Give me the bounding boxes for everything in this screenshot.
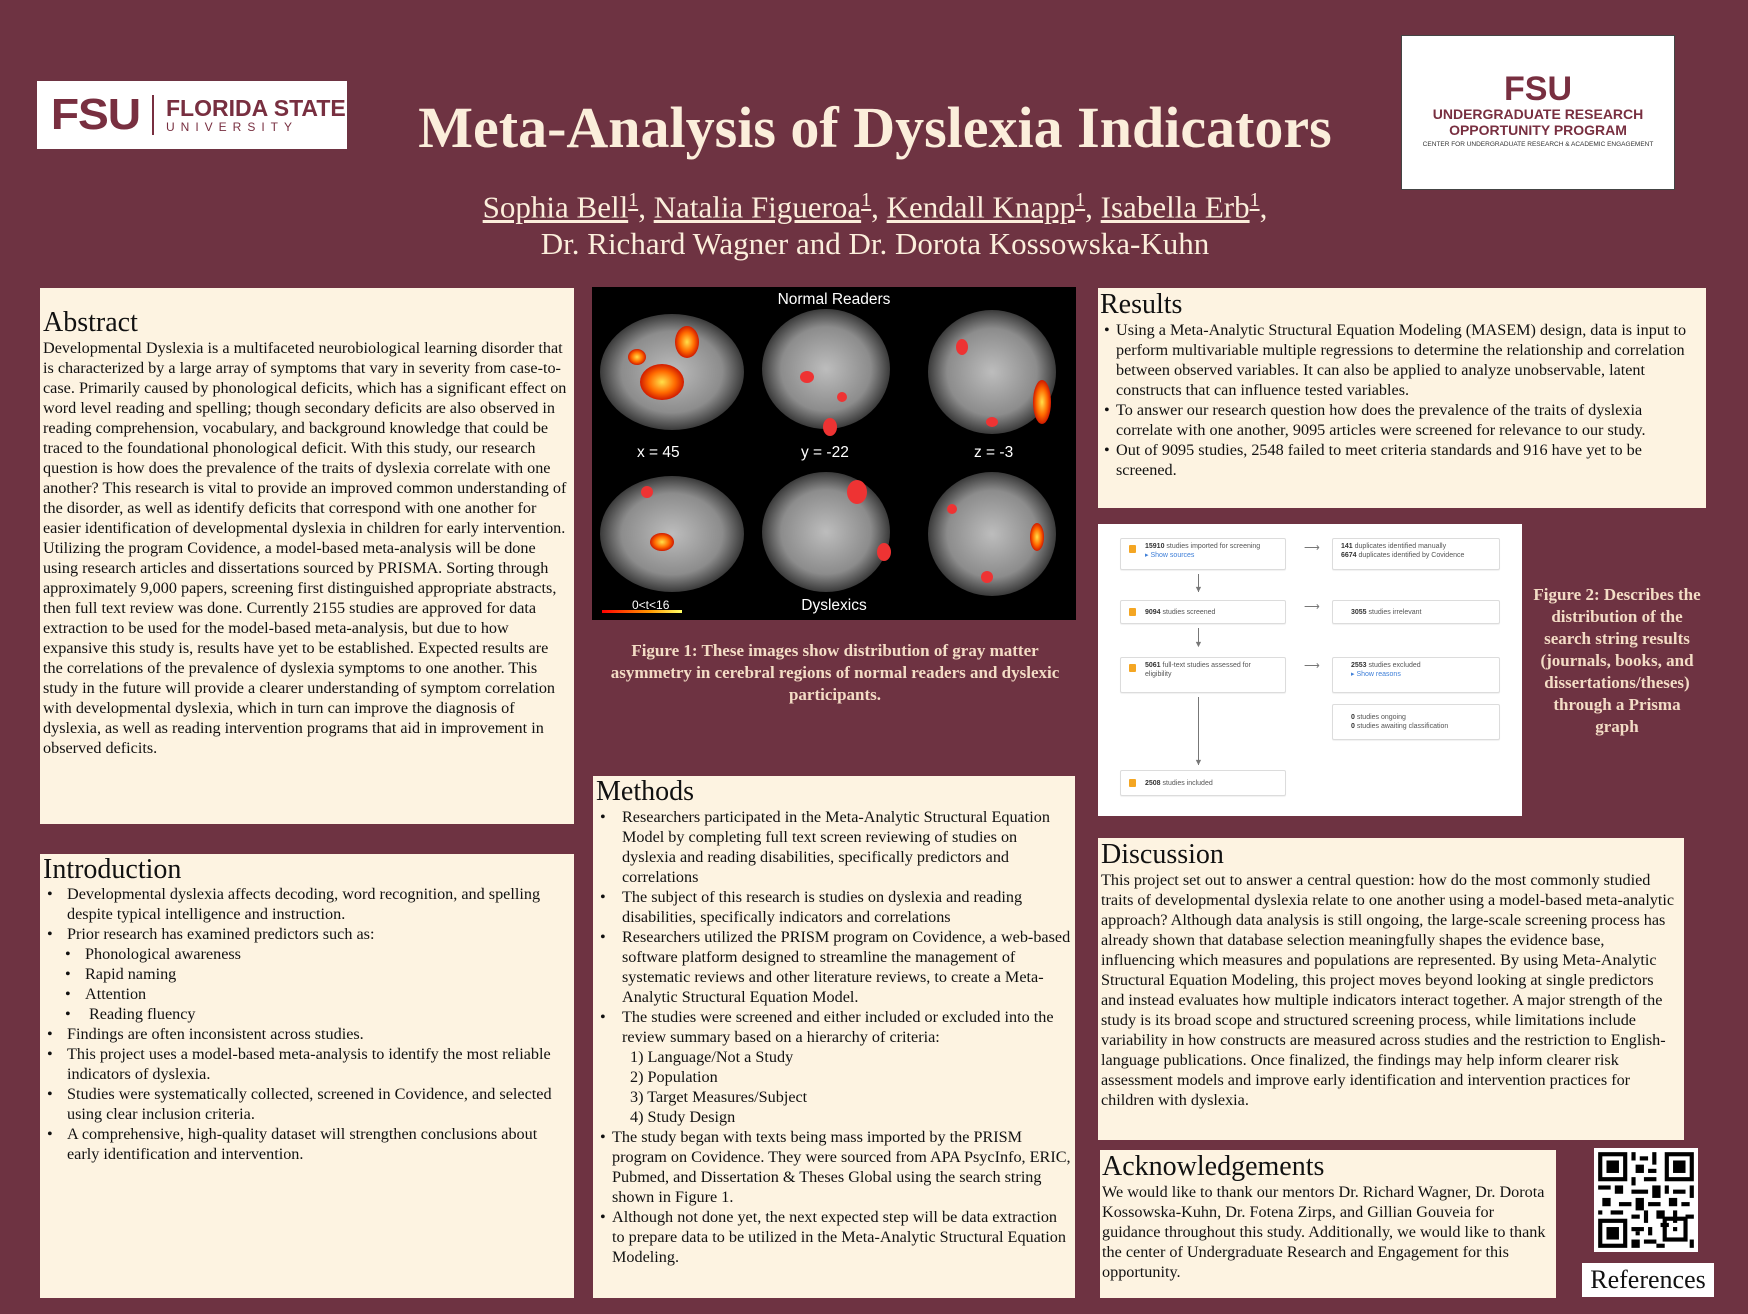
list-item: • Attention [43,984,570,1004]
introduction-list [43,884,570,1164]
document-icon [1129,545,1136,553]
urop-logo-line3: CENTER FOR UNDERGRADUATE RESEARCH & ACADEMIC ENGAGEMENT [1422,141,1654,148]
list-item: • The study began with texts being mass imported by the PRISM program on Covidence. They were sourced from APA PsycInfo, ERIC, Pubmed, and Dissertation & Theses Global using the search string shown in Figure 1. [596,1127,1071,1207]
author-name: Natalia Figueroa [653,189,862,225]
arrow-down-icon: ▼ [1194,639,1203,649]
authors-line-2: Dr. Richard Wagner and Dr. Dorota Kossowska-Kuhn [540,226,1210,261]
urop-logo [1401,35,1675,190]
fsu-logo-mark: FSU [50,90,141,139]
prisma-excluded-text: studies excluded [1368,662,1421,669]
arrow-down-icon: ▼ [1194,757,1203,767]
list-item: • Prior research has examined predictors such as: [43,924,570,944]
prisma-ongoing-count: 0 [1351,714,1355,721]
list-item: • This project uses a model-based meta-analysis to identify the most reliable indicators of dyslexia. [43,1044,570,1084]
prisma-included-box [1120,770,1286,796]
prisma-excluded-count: 2553 [1351,662,1367,669]
show-reasons-label: Show reasons [1356,671,1401,678]
qr-code[interactable] [1594,1148,1698,1252]
prisma-screened-box [1120,600,1286,624]
prisma-fulltext-text: full-text studies assessed for eligibility [1145,662,1251,678]
methods-panel [593,776,1075,1298]
document-icon [1129,664,1136,672]
prisma-dup-manual-count: 141 [1341,543,1353,550]
abstract-text: Developmental Dyslexia is a multifaceted neurobiological learning disorder that is characterized by a large array of symptoms that vary in severity from case-to-case. Primarily caused by phonological deficits, which has a significant effect on word level reading and spelling; though secondary deficits are also observed in reading comprehension, vocabulary, and background knowledge that could be traced to the foundational phonological deficit. With this study, our research question is how does the prevalence of the traits of dyslexia correlate with one another? This research is vital to provide an improved common understanding of the disorder, as well as identify deficits that correspond with one another for easier identification of developmental dyslexia in children for early intervention. Utilizing the program Covidence, a model-based meta-analysis will be done using research articles and dissertations sourced by PRISMA. Sorting through approximately 9,000 papers, screening first distinguished appropriate abstracts, then full text review was done. Currently 2155 studies are approved for data extraction to be used for the model-based meta-analysis, but due to how expansive this study is, results have yet to be established. Expected results are the correlations of the prevalence of dyslexia symptoms to one another. This study in the future will provide a clearer understanding of symptom correlation with developmental dyslexia, which in turn can improve the diagnosis of dyslexia, as well as reading intervention programs that aid in improvement in observed deficits. [43,339,567,757]
coord-x-label: x = 45 [637,444,680,461]
scale-label: 0<t<16 [632,598,670,612]
prisma-fulltext-box [1120,657,1286,693]
prisma-duplicates-box [1332,538,1500,570]
list-item: • To answer our research question how does the prevalence of the traits of dyslexia correlate with one another, 9095 articles were screened for relevance to our study. [1100,400,1702,440]
prisma-included-count: 2508 [1145,780,1161,787]
list-item: • Reading fluency [43,1004,570,1024]
list-item: • Findings are often inconsistent across studies. [43,1024,570,1044]
methods-list [596,807,1071,1267]
list-item: • Rapid naming [43,964,570,984]
arrow-right-icon: ⟶ [1304,542,1320,554]
prisma-ongoing-box [1332,704,1500,740]
show-sources-label: Show sources [1150,552,1195,559]
author-name: Kendall Knapp [886,189,1076,225]
criteria-item: 4) Study Design [630,1108,736,1126]
arrow-down-icon: ▼ [1194,584,1203,594]
abstract-heading: Abstract [43,307,138,338]
criteria-item: 1) Language/Not a Study [630,1048,794,1066]
coord-y-label: y = -22 [801,444,849,461]
methods-heading: Methods [596,776,694,807]
list-item: • Phonological awareness [43,944,570,964]
fsu-logo-divider [152,95,154,135]
urop-logo-line2: OPPORTUNITY PROGRAM [1449,122,1627,138]
arrow-right-icon: ⟶ [1304,601,1320,613]
prisma-included-text: studies included [1162,780,1213,787]
affiliation-mark: 1 [628,189,639,211]
discussion-text: This project set out to answer a central question: how do the most commonly studied traits of developmental dyslexia relate to one another using a model-based meta-analytic approach? Although data analysis is still ongoing, the large-scale screening process has already shown that database selection meaningfully shapes the evidence base, influencing which measures and populations are represented. By using Meta-Analytic Structural Equation Modeling, this project moves beyond looking at single predictors and instead evaluates how multiple indicators interact together. A major strength of the study is its broad scope and structured screening process, while limitations include variability in how constructs are measured across studies and the restriction to English-language publications. Once finalized, the findings may help inform clearer risk assessment models and improve early identification and intervention practices for children with dyslexia. [1101,871,1675,1109]
list-item: • Using a Meta-Analytic Structural Equation Modeling (MASEM) design, data is input to perform multivariable multiple regressions to determine the relationship and correlation between observed variables. It can also be applied to analyze unobservable, latent constructs that can influence tested variables. [1100,320,1702,400]
discussion-heading: Discussion [1101,839,1224,870]
list-item: • The studies were screened and either included or excluded into the review summary based on a hierarchy of criteria: [596,1007,1071,1047]
discussion-panel [1098,838,1684,1140]
figure1-caption: Figure 1: These images show distribution of gray matter asymmetry in cerebral regions of normal readers and dyslexic participants. [610,641,1060,704]
document-icon [1129,779,1136,787]
results-panel [1098,288,1706,508]
qr-code-image [1594,1148,1698,1252]
list-item: • Studies were systematically collected, screened in Covidence, and selected using clear inclusion criteria. [43,1084,570,1124]
flow-connector [1198,697,1199,765]
acknowledgements-text: We would like to thank our mentors Dr. Richard Wagner, Dr. Dorota Kossowska-Kuhn, Dr. Fotena Zirps, and Gillian Gouveia for guidance throughout this study. Additionally, we would like to thank the center of Undergraduate Research and Engagement for this opportunity. [1102,1183,1546,1281]
fsu-logo-sub: UNIVERSITY [166,120,299,134]
prisma-irrelevant-text: studies irrelevant [1368,609,1422,616]
normal-readers-label: Normal Readers [777,291,891,308]
prisma-fulltext-count: 5061 [1145,662,1161,669]
prisma-excluded-box [1332,657,1500,693]
authors-line-1: Sophia Bell$^1$, Natalia Figueroa$^1$, Kendall Knapp$^1$, Isabella Erb$^1$, [482,189,1268,225]
arrow-right-icon: ⟶ [1304,660,1320,672]
prisma-awaiting-count: 0 [1351,723,1355,730]
criteria-item: 3) Target Measures/Subject [630,1088,808,1106]
author-name: Isabella Erb [1100,189,1250,225]
prisma-dup-cov-text: duplicates identified by Covidence [1358,552,1465,559]
prisma-flow-diagram [1098,524,1522,816]
prisma-irrelevant-count: 3055 [1351,609,1367,616]
affiliation-mark: 1 [1249,189,1260,211]
abstract-panel [40,288,574,824]
list-item: • A comprehensive, high-quality dataset will strengthen conclusions about early identification and intervention. [43,1124,570,1164]
list-item: • Researchers participated in the Meta-Analytic Structural Equation Model by completing full text screen reviewing of studies on dyslexia and reading disabilities, specifically predictors and correlations [596,807,1071,887]
urop-logo-mark: FSU [1504,70,1572,108]
show-reasons-link[interactable]: ▸ Show reasons [1351,671,1401,678]
show-sources-link[interactable]: ▸ Show sources [1145,552,1195,559]
acknowledgements-panel [1100,1150,1556,1298]
dyslexics-label: Dyslexics [801,597,867,614]
fsu-logo-name: FLORIDA STATE [166,95,346,121]
prisma-irrelevant-box [1332,600,1500,624]
prisma-awaiting-text: studies awaiting classification [1356,723,1449,730]
list-item: • Out of 9095 studies, 2548 failed to meet criteria standards and 916 have yet to be screened. [1100,440,1702,480]
introduction-heading: Introduction [43,854,182,885]
prisma-dup-cov-count: 6674 [1341,552,1357,559]
author-name: Sophia Bell [482,189,629,225]
figure2-caption: Figure 2: Describes the distribution of the search string results (journals, books, and dissertations/theses) through a Prisma graph [1533,585,1701,736]
introduction-panel [40,854,574,1298]
prisma-screened-text: studies screened [1162,609,1216,616]
list-item: • Researchers utilized the PRISM program on Covidence, a web-based software platform designed to streamline the management of systematic reviews and other literature reviews, to create a Meta-Analytic Structural Equation Model. [596,927,1071,1007]
document-icon [1129,608,1136,616]
prisma-imported-box [1120,538,1286,570]
results-list [1100,320,1702,480]
prisma-imported-text: studies imported for screening [1166,543,1261,550]
results-heading: Results [1100,289,1183,320]
list-item: • The subject of this research is studies on dyslexia and reading disabilities, specifically indicators and correlations [596,887,1071,927]
prisma-imported-count: 15910 [1145,543,1165,550]
prisma-ongoing-text: studies ongoing [1356,714,1406,721]
poster-title: Meta-Analysis of Dyslexia Indicators [418,95,1332,160]
criteria-item: 2) Population [630,1068,718,1086]
brain-scan-figure [592,287,1076,620]
prisma-screened-count: 9094 [1145,609,1161,616]
affiliation-mark: 1 [1075,189,1086,211]
coord-z-label: z = -3 [974,444,1014,461]
references-label[interactable]: References [1582,1263,1714,1297]
list-item: • Developmental dyslexia affects decoding, word recognition, and spelling despite typical intelligence and instruction. [43,884,570,924]
list-item: • Although not done yet, the next expected step will be data extraction to prepare data to be utilized in the Meta-Analytic Structural Equation Modeling. [596,1207,1071,1267]
fsu-logo [36,80,348,150]
acknowledgements-heading: Acknowledgements [1102,1151,1325,1182]
urop-logo-line1: UNDERGRADUATE RESEARCH [1432,106,1644,122]
affiliation-mark: 1 [861,189,872,211]
prisma-dup-manual-text: duplicates identified manually [1354,543,1447,550]
